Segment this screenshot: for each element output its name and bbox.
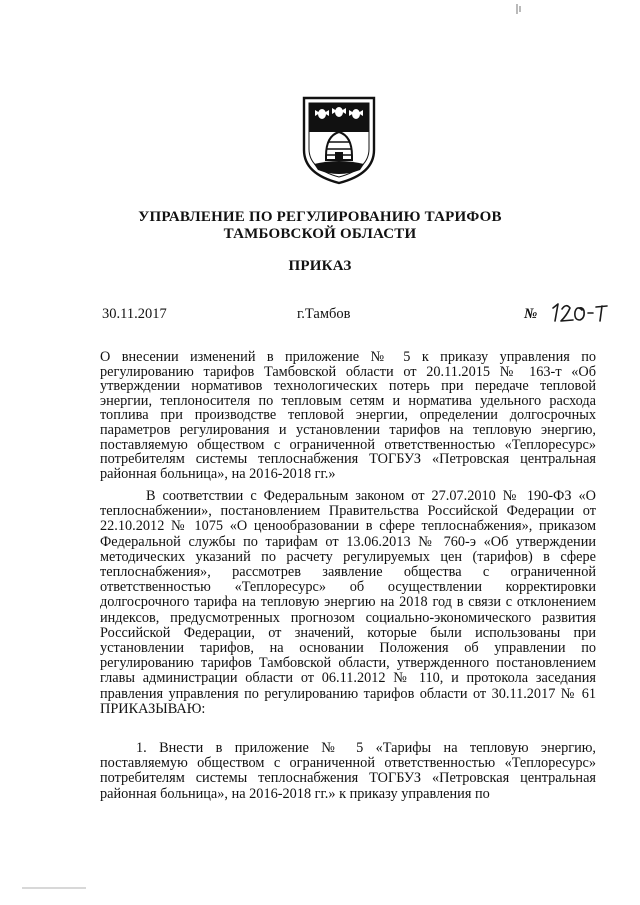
preamble <box>100 489 596 717</box>
order-item-1 <box>100 741 596 802</box>
document-number-label: № <box>524 306 538 322</box>
handwritten-number <box>549 300 611 326</box>
order-item-1-text: 1. Внести в приложение № 5 «Тарифы на тепловую энергию, поставляемую обществом с ограниченной ответственностью «Теплоресурс» потребителям системы теплоснабжения ТОГБУЗ «Петровская центральная районная больница», на 2016-2018 гг.» к приказу управления по <box>100 740 596 802</box>
document-date: 30.11.2017 <box>102 306 167 322</box>
order-subject: О внесении изменений в приложение № 5 к приказу управления по регулированию тарифов Тамбовской области от 20.11.2015 № 163-т «Об утверждении нормативов технологических потерь при передаче тепловой энергии, теплоносителя по тепловым сетям и норматива удельного расхода топлива при производстве тепловой энергии, определении долгосрочных параметров регулирования и установлении тарифов на тепловую энергию, поставляемую обществом с ограниченной ответственностью «Теплоресурс» потребителям системы теплоснабжения ТОГБУЗ «Петровская центральная районная больница», на 2016-2018 гг.» <box>100 349 596 482</box>
preamble-paragraph: В соответствии с Федеральным законом от 27.07.2010 № 190-ФЗ «О теплоснабжении», постановлением Правительства Российской Федерации от 22.10.2012 № 1075 «О ценообразовании в сфере теплоснабжения», приказом Федеральной службы по тарифам от 13.06.2013 № 760-э «Об утверждении методических указаний по расчету регулируемых цен (тарифов) в сфере теплоснабжения», рассмотрев заявление общества с ограниченной ответственностью «Теплоресурс» об осуществлении корректировки долгосрочного тарифа на тепловую энергию на 2018 год в связи с отклонением индексов, предусмотренных прогнозом социально-экономического развития Российской Федерации, от значений, которые были использованы при установлении тарифов, на основании Положения об управлении по регулированию тарифов Тамбовской области, утвержденного постановлением главы администрации области от 06.11.2012 № 110, и протокола заседания правления управления по регулированию тарифов области от 30.11.2017 № 61 ПРИКАЗЫВАЮ: <box>100 488 596 717</box>
document-type-title: ПРИКАЗ <box>288 258 352 274</box>
issuer-name-line1: УПРАВЛЕНИЕ ПО РЕГУЛИРОВАНИЮ ТАРИФОВ <box>138 209 502 225</box>
issuer-name-line2: ТАМБОВСКОЙ ОБЛАСТИ <box>223 226 417 242</box>
tambov-coat-of-arms-icon <box>300 92 378 186</box>
document-city: г.Тамбов <box>297 306 351 322</box>
